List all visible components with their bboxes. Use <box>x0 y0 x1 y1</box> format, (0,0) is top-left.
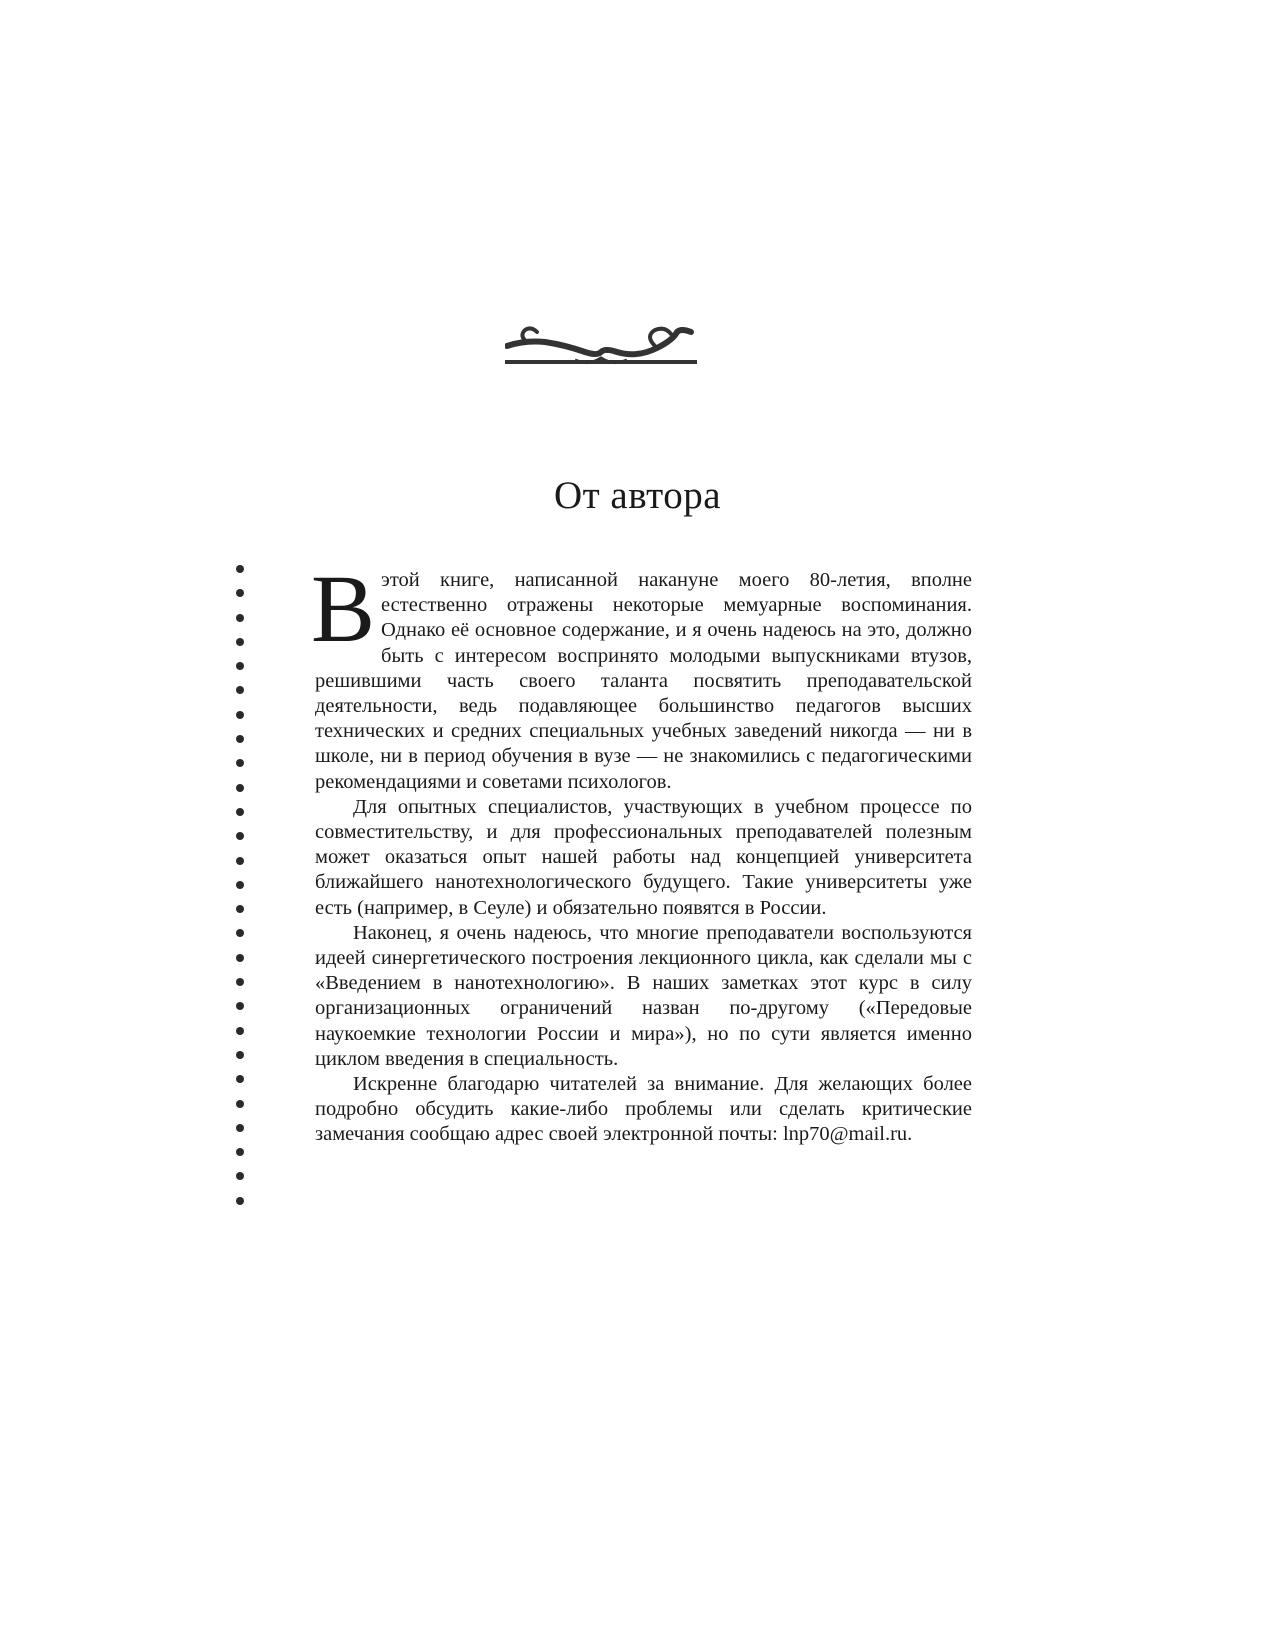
chapter-title: От автора <box>553 474 722 517</box>
paragraph-3: Наконец, я очень надеюсь, что многие преподаватели воспользуются идеей синергетического построения лекционного цикла, как сделали мы с «Введением в нанотехнологию». В наших заметках этот курс в силу организационных ограничений назван по-другому («Передовые наукоемкие технологии России и мира»), но по сути является именно циклом введения в специальность. <box>315 921 972 1070</box>
decorative-flourish-icon <box>505 322 697 368</box>
body-text <box>311 555 972 1148</box>
paragraph-2: Для опытных специалистов, участвующих в учебном процессе по совместительству, и для профессиональных преподавателей полезным может оказаться опыт нашей работы над концепцией университета ближайшего нанотехнологического будущего. Такие университеты уже есть (например, в Сеуле) и обязательно появятся в России. <box>315 795 972 919</box>
drop-cap: В <box>311 555 376 662</box>
paragraph-4: Искренне благодарю читателей за внимание. Для желающих более подробно обсудить какие-либо проблемы или сделать критические замечания сообщаю адрес своей электронной почты: lnp70@mail.ru. <box>315 1073 972 1146</box>
margin-dot-decoration <box>236 565 248 1221</box>
paragraph-1: Вэтой книге, написанной накануне моего 80-летия, вполне естественно отражены некоторые мемуарные воспоминания. Однако её основное содержание, и я очень надеюсь на это, должно быть с интересом воспринято молодыми выпускниками втузов, решившими часть своего таланта посвятить преподавательской деятельности, ведь подавляющее большинство педагогов высших технических и средних специальных учебных заведений никогда — ни в школе, ни в период обучения в вузе — не знакомились с педагогическими рекомендациями и советами психологов. <box>311 555 972 793</box>
